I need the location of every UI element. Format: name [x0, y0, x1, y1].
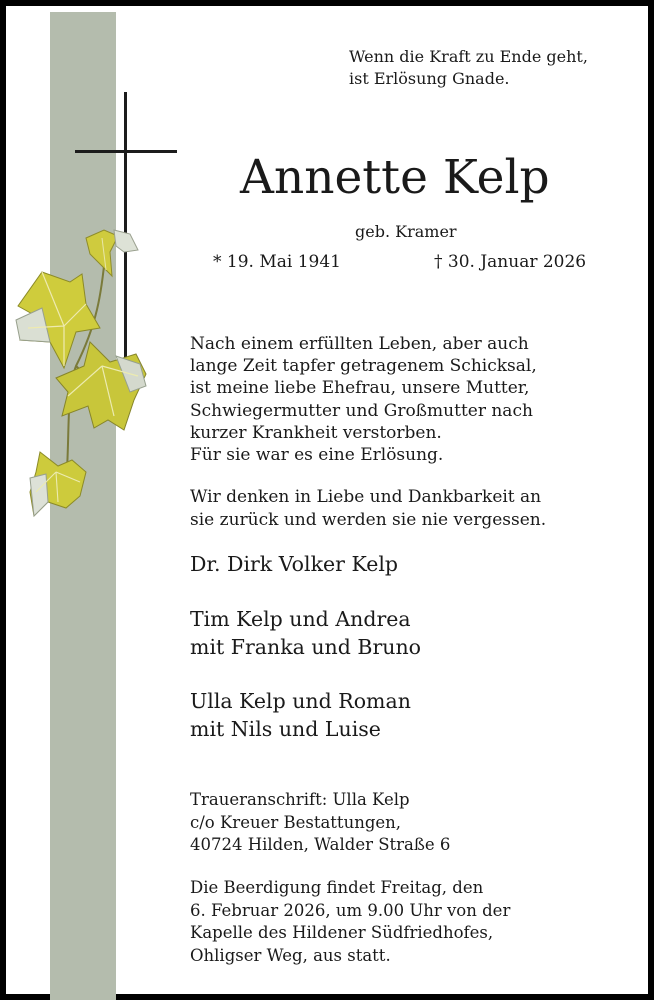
- remembrance-line: sie zurück und werden sie nie vergessen.: [190, 509, 547, 530]
- family-group: [190, 687, 411, 743]
- quote-line: Wenn die Kraft zu Ende geht,: [349, 47, 588, 66]
- address-line: c/o Kreuer Bestattungen,: [190, 812, 402, 832]
- deceased-name: Annette Kelp: [240, 150, 550, 205]
- remembrance-line: Wir denken in Liebe und Dankbarkeit an: [190, 487, 542, 507]
- funeral-line: Ohligser Weg, aus statt.: [190, 945, 391, 965]
- family-group: [190, 550, 398, 578]
- message-line: Für sie war es eine Erlösung.: [190, 445, 444, 466]
- death-date: † 30. Januar 2026: [434, 252, 587, 272]
- quote-line: ist Erlösung Gnade.: [349, 69, 510, 88]
- address-line: Traueranschrift: Ulla Kelp: [190, 790, 410, 809]
- birth-date: * 19. Mai 1941: [213, 252, 341, 272]
- message-line: Schwiegermutter und Großmutter nach: [190, 400, 533, 421]
- message-paragraph: [190, 333, 537, 466]
- address-line: 40724 Hilden, Walder Straße 6: [190, 835, 451, 854]
- ivy-leaves-icon: [6, 216, 156, 536]
- message-line: Nach einem erfüllten Leben, aber auch: [190, 334, 529, 354]
- family-member: mit Nils und Luise: [190, 717, 381, 741]
- epigraph-quote: [349, 46, 588, 90]
- funeral-line: 6. Februar 2026, um 9.00 Uhr von der: [190, 900, 511, 920]
- maiden-name: geb. Kramer: [355, 222, 457, 241]
- family-member: mit Franka und Bruno: [190, 635, 422, 659]
- family-group: [190, 605, 421, 661]
- family-member: Dr. Dirk Volker Kelp: [190, 552, 399, 576]
- funeral-line: Die Beerdigung findet Freitag, den: [190, 878, 484, 897]
- funeral-notice: [190, 877, 510, 967]
- message-line: kurzer Krankheit verstorben.: [190, 422, 442, 443]
- family-member: Tim Kelp und Andrea: [190, 607, 411, 631]
- message-line: ist meine liebe Ehefrau, unsere Mutter,: [190, 378, 530, 399]
- mourning-address: [190, 789, 450, 857]
- funeral-line: Kapelle des Hildener Südfriedhofes,: [190, 923, 494, 942]
- cross-icon-bar: [75, 150, 177, 153]
- message-line: lange Zeit tapfer getragenem Schicksal,: [190, 356, 537, 377]
- family-member: Ulla Kelp und Roman: [190, 689, 411, 713]
- remembrance-paragraph: [190, 486, 546, 531]
